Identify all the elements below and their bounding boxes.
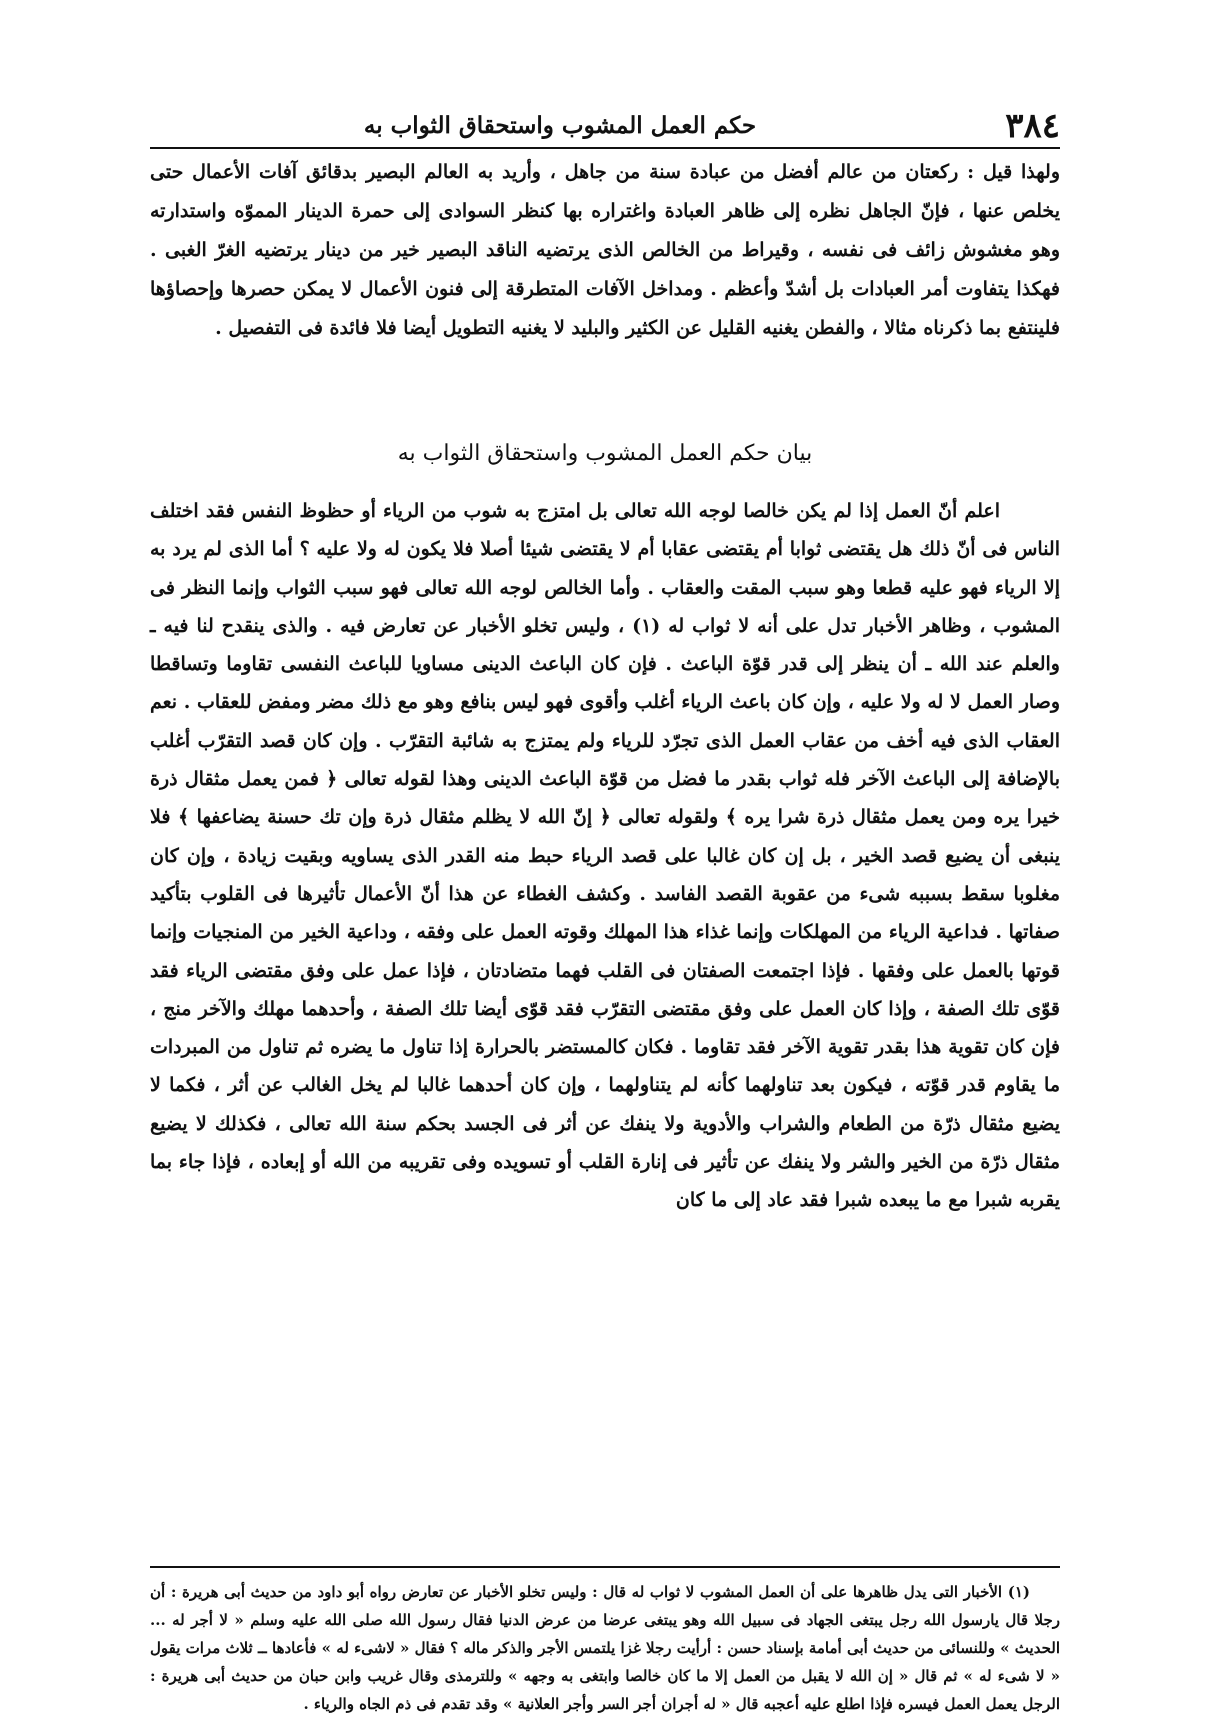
intro-section [150, 153, 1060, 348]
section-heading: بيان حكم العمل المشوب واستحقاق الثواب به [397, 441, 813, 466]
running-header [150, 106, 1060, 146]
running-title: حكم العمل المشوب واستحقاق الثواب به [363, 112, 757, 139]
footnote-1: (١) الأخبار التى يدل ظاهرها على أن العمل المشوب لا ثواب له قال : وليس تخلو الأخبار عن تعارض رواه أبو داود من حديث أبى هريرة : أن رجلا قال يارسول الله رجل يبتغى الجهاد فى سبيل الله وهو يبتغى عرضا من عرض الدنيا فقال رسول الله صلى الله عليه وسلم « لا أجر له ... الحديث » وللنسائى من حديث أبى أمامة بإسناد حسن : أرأيت رجلا غزا يلتمس الأجر والذكر ماله ؟ فقال « لاشىء له » فأعادها ــ ثلاث مرات يقول « لا شىء له » ثم قال « إن الله لا يقبل من العمل إلا ما كان خالصا وابتغى به وجهه » وللترمذى وقال غريب وابن حبان من حديث أبى هريرة : الرجل يعمل العمل فيسره فإذا اطلع عليه أعجبه قال « له أجران أجر السر وأجر العلانية » وقد تقدم فى ذم الجاه والرياء . [150, 1583, 1060, 1713]
intro-paragraph: ولهذا قيل : ركعتان من عالم أفضل من عبادة سنة من جاهل ، وأريد به العالم البصير بدقائق آفات الأعمال حتى يخلص عنها ، فإنّ الجاهل نظره إلى ظاهر العبادة واغتراره بها كنظر السوادى إلى حمرة الدينار المموّه واستدارته وهو مغشوش زائف فى نفسه ، وقيراط من الخالص الذى يرتضيه الناقد البصير خير من دينار يرتضيه الغرّ الغبى . فهكذا يتفاوت أمر العبادات بل أشدّ وأعظم . ومداخل الآفات المتطرقة إلى فنون الأعمال لا يمكن حصرها وإحصاؤها فلينتفع بما ذكرناه مثالا ، والفطن يغنيه القليل عن الكثير والبليد لا يغنيه التطويل أيضا فلا فائدة فى التفصيل . [150, 161, 1060, 339]
footnotes [150, 1578, 1060, 1718]
footnote-rule [150, 1566, 1060, 1568]
header-rule [150, 147, 1060, 149]
body-paragraph: اعلم أنّ العمل إذا لم يكن خالصا لوجه الله تعالى بل امتزج به شوب من الرياء أو حظوظ النفس فقد اختلف الناس فى أنّ ذلك هل يقتضى ثوابا أم يقتضى عقابا أم لا يقتضى شيئا أصلا فلا يكون له ولا عليه ؟ أما الذى لم يرد به إلا الرياء فهو عليه قطعا وهو سبب المقت والعقاب . وأما الخالص لوجه الله تعالى فهو سبب الثواب وإنما النظر فى المشوب ، وظاهر الأخبار تدل على أنه لا ثواب له (١) ، وليس تخلو الأخبار عن تعارض فيه . والذى ينقدح لنا فيه ـ والعلم عند الله ـ أن ينظر إلى قدر قوّة الباعث . فإن كان الباعث الدينى مساويا للباعث النفسى تقاوما وتساقطا وصار العمل لا له ولا عليه ، وإن كان باعث الرياء أغلب وأقوى فهو ليس بنافع وهو مع ذلك مضر ومفض للعقاب . نعم العقاب الذى فيه أخف من عقاب العمل الذى تجرّد للرياء ولم يمتزج به شائبة التقرّب . وإن كان قصد التقرّب أغلب بالإضافة إلى الباعث الآخر فله ثواب بقدر ما فضل من قوّة الباعث الدينى وهذا لقوله تعالى ﴿ فمن يعمل مثقال ذرة خيرا يره ومن يعمل مثقال ذرة شرا يره ﴾ ولقوله تعالى ﴿ إنّ الله لا يظلم مثقال ذرة وإن تك حسنة يضاعفها ﴾ فلا ينبغى أن يضيع قصد الخير ، بل إن كان غالبا على قصد الرياء حبط منه القدر الذى يساويه وبقيت زيادة ، وإن كان مغلوبا سقط بسببه شىء من عقوبة القصد الفاسد . وكشف الغطاء عن هذا أنّ الأعمال تأثيرها فى القلوب بتأكيد صفاتها . فداعية الرياء من المهلكات وإنما غذاء هذا المهلك وقوته العمل على وفقه ، وداعية الخير من المنجيات وإنما قوتها بالعمل على وفقها . فإذا اجتمعت الصفتان فى القلب فهما متضادتان ، فإذا عمل على وفق مقتضى الرياء فقد قوّى تلك الصفة ، وإذا كان العمل على وفق مقتضى التقرّب فقد قوّى أيضا تلك الصفة ، وأحدهما مهلك والآخر منج ، فإن كان تقوية هذا بقدر تقوية الآخر فقد تقاوما . فكان كالمستضر بالحرارة إذا تناول ما يضره ثم تناول من المبردات ما يقاوم قدر قوّته ، فيكون بعد تناولهما كأنه لم يتناولهما ، وإن كان أحدهما غالبا لم يخل الغالب عن أثر ، فكما لا يضيع مثقال ذرّة من الطعام والشراب والأدوية ولا ينفك عن أثر فى الجسد بحكم سنة الله تعالى ، فكذلك لا يضيع مثقال ذرّة من الخير والشر ولا ينفك عن تأثير فى إنارة القلب أو تسويده وفى تقريبه من الله أو إبعاده ، فإذا جاء بما يقربه شبرا مع ما يبعده شبرا فقد عاد إلى ما كان [150, 500, 1060, 1212]
page-number: ٣٨٤ [1005, 106, 1060, 146]
body-section [150, 492, 1060, 1220]
